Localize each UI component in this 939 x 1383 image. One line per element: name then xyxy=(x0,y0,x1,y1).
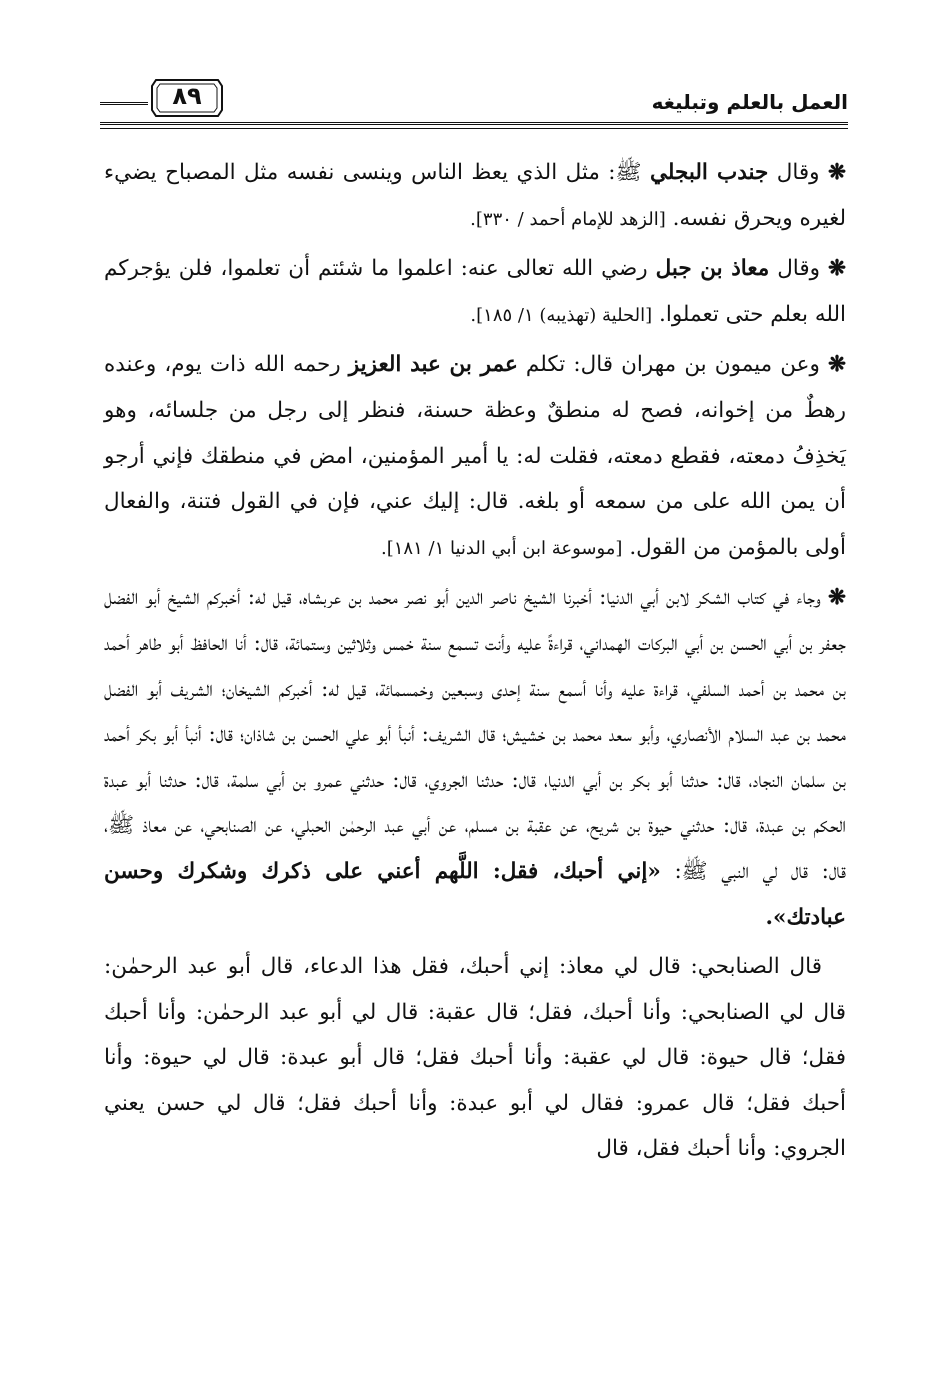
header-rule xyxy=(100,122,848,129)
citation: [موسوعة ابن أبي الدنيا ١/ ١٨١]. xyxy=(381,537,623,559)
text-run: رضي الله تعالى عنه: اعلموا ما شئتم أن تعلموا، فلن يؤجركم الله بعلم حتى تعملوا. xyxy=(104,256,846,327)
text-run: وقال xyxy=(776,160,820,185)
text-run: وجاء في كتاب الشكر لابن أبي الدنيا: أخبرنا الشيخ ناصر الدين أبو نصر محمد بن عربشاه، قيل له: أخبركم الشيخ أبو الفضل جعفر بن أبي الحسن بن أبي البركات الهمداني، قراءةً عليه وأنت تسمع سنة خمس وثلاثين وستمائة، قال: أنا الحافظ أبو طاهر أحمد بن محمد بن أحمد السلفي، قراءة عليه وأنا أسمع سنة إحدى وسبعين وخمسمائة، قيل له: أخبركم الشيخان؛ الشريف أبو الفضل محمد بن عبد السلام الأنصاري، وأبو سعد محمد بن خشيش؛ قال الشريف: أنبأ أبو علي الحسن بن شاذان؛ قال: أنبأ أبو بكر أحمد بن سلمان النجاد، قال: حدثنا أبو بكر بن أبي الدنيا، قال: حدثنا الجروي، قال: حدثني عمرو بن أبي سلمة، قال: حدثنا أبو عبدة الحكم بن عبدة، قال: حدثني حيوة بن شريح، عن عقبة بن مسلم، عن أبي عبد الرحمٰن الحبلي، عن الصنابحي، عن معاذ ﷺ، قال: قال لي النبي ﷺ: xyxy=(104,585,846,884)
paragraph-shukr xyxy=(104,575,846,940)
text-run: وعن ميمون بن مهران قال: تكلم xyxy=(525,352,820,378)
bullet-icon: ❋ xyxy=(828,160,847,185)
body-text xyxy=(104,150,846,1176)
page-number: ٨٩ xyxy=(172,82,202,110)
text-run: وقال xyxy=(777,256,821,282)
paragraph-umar xyxy=(104,342,846,571)
citation: [الزهد للإمام أحمد / ٣٣٠]. xyxy=(470,208,666,230)
paragraph-sunabihi xyxy=(104,944,846,1172)
hadith-quote: «إني أحبك، فقل: اللَّهم أعني على ذكرك وشكرك وحسن عبادتك». xyxy=(104,858,846,930)
paragraph-jundub xyxy=(104,150,846,242)
person-name: معاذ بن جبل xyxy=(655,256,770,282)
text-run: رحمه الله ذات يوم، وعنده رهطٌ من إخوانه، فصح له منطقٌ وعظة حسنة، فنظر إلى رجل من جلسائه، وهو يَخذِفُ دمعته، فقطع دمعته، فقلت له: يا أمير المؤمنين، امض في منطقك فإني أرجو أن يمن الله على من سمعه أو بلغه. قال: إليك عني، فإن في القول فتنة، والفعال أولى بالمؤمن من القول. xyxy=(104,352,846,560)
bullet-icon: ❋ xyxy=(827,256,846,282)
person-name: جندب البجلي xyxy=(649,160,769,185)
page-number-frame xyxy=(150,76,224,120)
person-name: عمر بن عبد العزيز xyxy=(348,352,518,378)
text-run: ﷺ: مثل الذي يعظ الناس وينسى نفسه مثل المصباح يضيء لغيره ويحرق نفسه. xyxy=(104,160,846,231)
bullet-icon: ❋ xyxy=(827,352,846,378)
text-run: قال الصنابحي: قال لي معاذ: إني أحبك، فقل هذا الدعاء، قال أبو عبد الرحمٰن: قال لي الصنابحي: وأنا أحبك، فقل؛ قال عقبة: قال لي أبو عبد الرحمٰن: وأنا أحبك فقل؛ قال حيوة: قال لي عقبة: وأنا أحبك فقل؛ قال أبو عبدة: قال لي حيوة: وأنا أحبك فقل؛ قال عمرو: فقال لي أبو عبدة: وأنا أحبك فقل؛ قال لي حسن يعني الجروي: وأنا أحبك فقل، قال xyxy=(104,954,846,1162)
paragraph-muadh xyxy=(104,246,846,338)
bullet-icon: ❋ xyxy=(827,585,846,611)
page-header xyxy=(100,68,848,128)
running-title: العمل بالعلم وتبليغه xyxy=(651,90,848,114)
header-ornament-line xyxy=(100,102,148,107)
citation: [الحلية (تهذيبه) ١/ ١٨٥]. xyxy=(470,304,653,326)
